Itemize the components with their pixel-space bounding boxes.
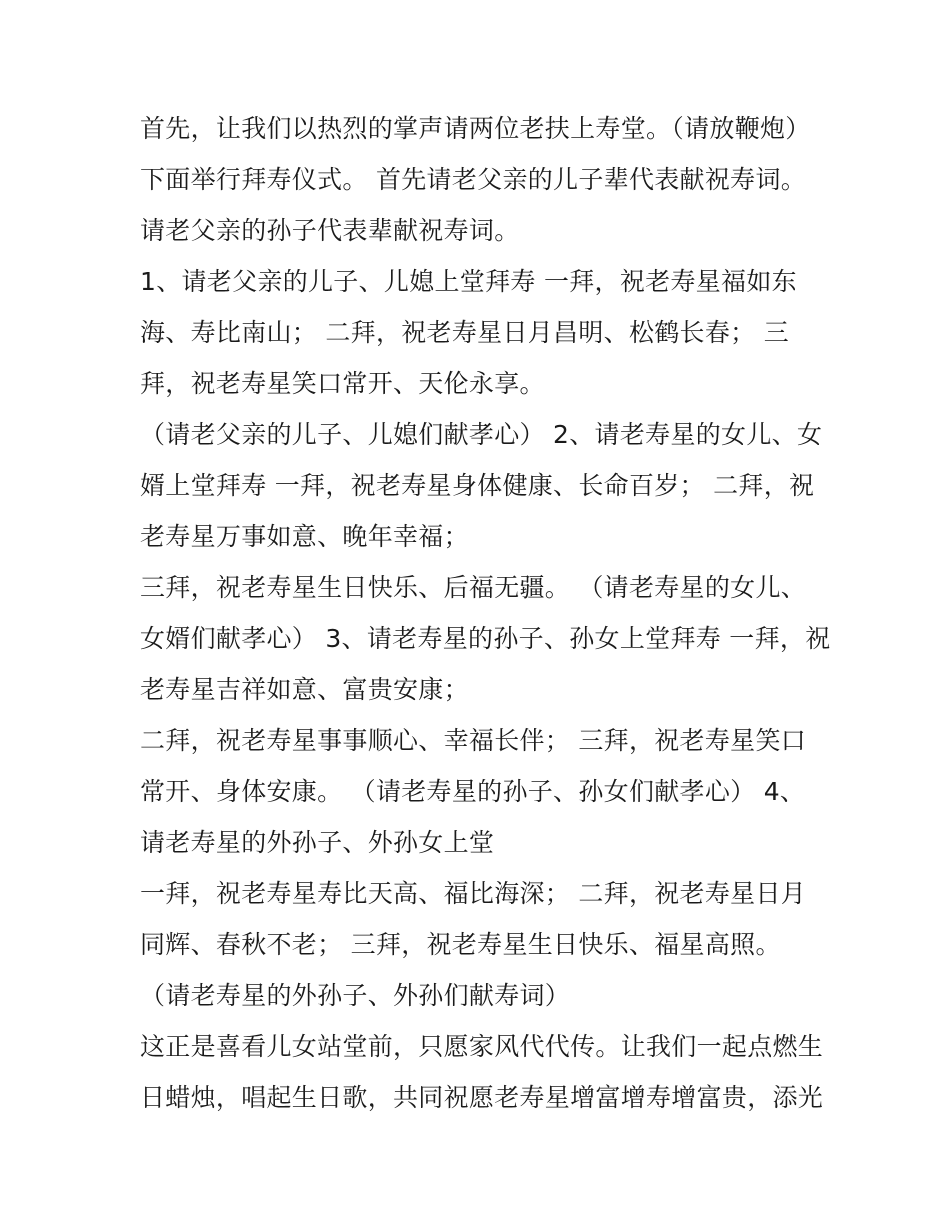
text-line-17: 同辉、春秋不老； 三拜，祝老寿星生日快乐、福星高照。 [140, 930, 781, 959]
text-line-19: 这正是喜看儿女站堂前，只愿家风代代传。让我们一起点燃生 [140, 1032, 824, 1061]
document-body [140, 103, 830, 1123]
text-line-5: 海、寿比南山； 二拜，祝老寿星日月昌明、松鹤长春； 三 [140, 318, 789, 347]
text-line-15: 请老寿星的外孙子、外孙女上堂 [140, 828, 495, 857]
text-line-14: 常开、身体安康。 （请老寿星的孙子、孙女们献孝心） 4、 [140, 777, 806, 806]
text-line-4: 1、请老父亲的儿子、儿媳上堂拜寿 一拜，祝老寿星福如东 [140, 267, 797, 296]
text-line-2: 下面举行拜寿仪式。 首先请老父亲的儿子辈代表献祝寿词。 [140, 165, 807, 194]
text-line-9: 老寿星万事如意、晚年幸福； [140, 522, 469, 551]
text-line-8: 婿上堂拜寿 一拜，祝老寿星身体健康、长命百岁； 二拜，祝 [140, 471, 815, 500]
text-line-20: 日蜡烛，唱起生日歌，共同祝愿老寿星增富增寿增富贵，添光 [140, 1083, 824, 1112]
text-line-6: 拜，祝老寿星笑口常开、天伦永享。 [140, 369, 545, 398]
text-line-7: （请老父亲的儿子、儿媳们献孝心） 2、请老寿星的女儿、女 [140, 420, 823, 449]
text-line-18: （请老寿星的外孙子、外孙们献寿词） [140, 981, 571, 1010]
text-line-11: 女婿们献孝心） 3、请老寿星的孙子、孙女上堂拜寿 一拜，祝 [140, 624, 831, 653]
text-line-3: 请老父亲的孙子代表辈献祝寿词。 [140, 216, 520, 245]
text-line-1: 首先，让我们以热烈的掌声请两位老扶上寿堂。（请放鞭炮） [140, 114, 811, 143]
text-line-10: 三拜，祝老寿星生日快乐、后福无疆。 （请老寿星的女儿、 [140, 573, 807, 602]
text-line-13: 二拜，祝老寿星事事顺心、幸福长伴； 三拜，祝老寿星笑口 [140, 726, 807, 755]
text-line-12: 老寿星吉祥如意、富贵安康； [140, 675, 469, 704]
text-line-16: 一拜，祝老寿星寿比天高、福比海深； 二拜，祝老寿星日月 [140, 879, 807, 908]
